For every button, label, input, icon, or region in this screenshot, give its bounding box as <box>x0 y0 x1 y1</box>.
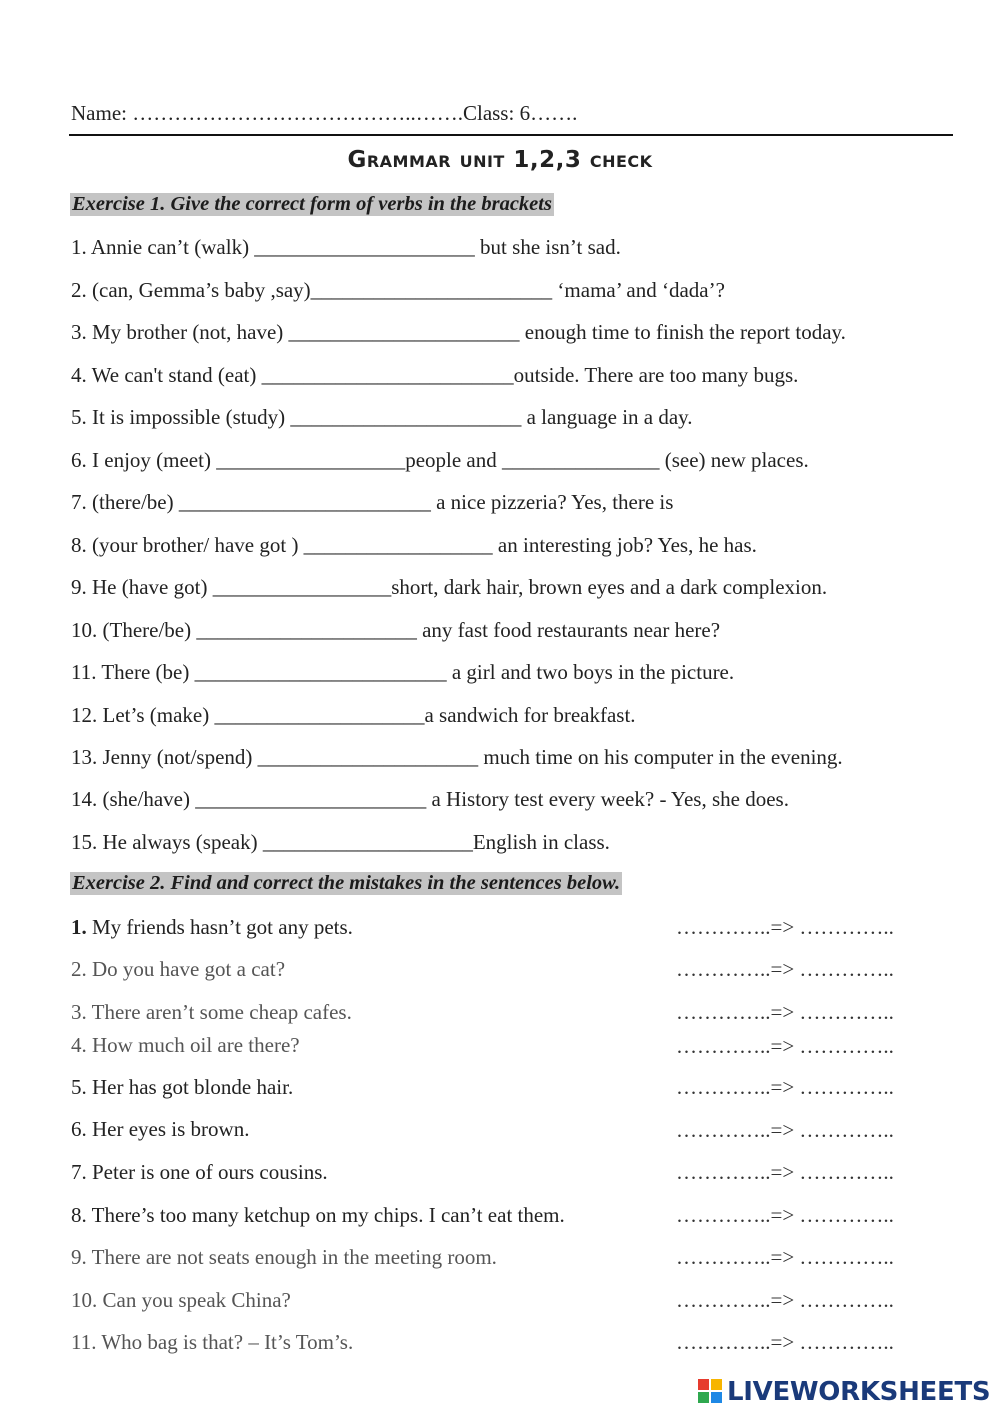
ex2-sentence-5 <box>71 1075 293 1100</box>
ex2-sentence-text: Can you speak China? <box>97 1288 291 1312</box>
ex1-question-5[interactable]: 5. It is impossible (study) ______________________ a language in a day. <box>71 405 693 429</box>
ex2-sentence-text: Who bag is that? – It’s Tom’s. <box>96 1330 354 1354</box>
ex2-sentence-text: There aren’t some cheap cafes. <box>86 1000 352 1024</box>
ex1-question-3[interactable]: 3. My brother (not, have) ______________________ enough time to finish the report today. <box>71 320 846 344</box>
ex2-sentence-number: 2. <box>71 957 87 981</box>
ex2-answer-blank-2[interactable]: …………..=> ………….. <box>676 957 894 981</box>
ex2-sentence-number: 9. <box>71 1245 87 1269</box>
ex2-sentence-number: 7. <box>71 1160 87 1184</box>
ex2-answer-blank-3[interactable]: …………..=> ………….. <box>676 1000 894 1024</box>
logo-square-yellow <box>711 1379 722 1390</box>
ex1-question-1[interactable]: 1. Annie can’t (walk) _____________________ but she isn’t sad. <box>71 235 621 259</box>
ex1-question-15[interactable]: 15. He always (speak) ____________________English in class. <box>71 830 610 854</box>
ex2-sentence-number: 5. <box>71 1075 87 1099</box>
ex2-answer-blank-11[interactable]: …………..=> ………….. <box>676 1330 894 1354</box>
ex2-answer-blank-4[interactable]: …………..=> ………….. <box>676 1034 894 1058</box>
ex2-sentence-number: 8. <box>71 1203 87 1227</box>
ex2-sentence-4 <box>71 1033 300 1058</box>
ex1-question-7[interactable]: 7. (there/be) ________________________ a nice pizzeria? Yes, there is <box>71 490 674 514</box>
ex2-sentence-text: Her eyes is brown. <box>86 1117 250 1141</box>
ex2-sentence-number: 1. <box>71 915 87 939</box>
ex2-sentence-1 <box>71 915 353 940</box>
ex2-answer-blank-1[interactable]: …………..=> ………….. <box>676 915 894 939</box>
ex2-sentence-text: Peter is one of ours cousins. <box>86 1160 328 1184</box>
ex2-answer-blank-5[interactable]: …………..=> ………….. <box>676 1075 894 1099</box>
ex2-sentence-number: 4. <box>71 1033 87 1057</box>
ex1-question-2[interactable]: 2. (can, Gemma’s baby ,say)_______________________ ‘mama’ and ‘dada’? <box>71 278 725 302</box>
ex2-answer-blank-10[interactable]: …………..=> ………….. <box>676 1288 894 1312</box>
exercise-2-heading: Exercise 2. Find and correct the mistakes in the sentences below. <box>72 872 621 894</box>
ex2-sentence-8 <box>71 1203 565 1228</box>
ex2-sentence-text: My friends hasn’t got any pets. <box>86 915 353 939</box>
ex2-sentence-3 <box>71 1000 352 1025</box>
ex1-question-11[interactable]: 11. There (be) ________________________ a girl and two boys in the picture. <box>71 660 735 684</box>
ex2-answer-blank-6[interactable]: …………..=> ………….. <box>676 1118 894 1142</box>
ex2-sentence-text: How much oil are there? <box>86 1033 300 1057</box>
ex2-sentence-text: Do you have got a cat? <box>86 957 286 981</box>
ex2-sentence-text: There are not seats enough in the meeting room. <box>86 1245 497 1269</box>
ex2-answer-blank-8[interactable]: …………..=> ………….. <box>676 1203 894 1227</box>
ex1-question-12[interactable]: 12. Let’s (make) ____________________a sandwich for breakfast. <box>71 703 636 727</box>
ex2-sentence-number: 10. <box>71 1288 98 1312</box>
header-divider <box>69 134 953 136</box>
ex2-sentence-number: 6. <box>71 1117 87 1141</box>
liveworksheets-logo-icon <box>698 1379 724 1405</box>
logo-text: LIVEWORKSHEETS <box>727 1377 991 1407</box>
name-class-line: Name: …………………………………..…….Class: 6……. <box>71 101 578 125</box>
ex1-question-14[interactable]: 14. (she/have) ______________________ a History test every week? - Yes, she does. <box>71 787 789 811</box>
ex1-question-4[interactable]: 4. We can't stand (eat) ________________________outside. There are too many bugs. <box>71 363 799 387</box>
logo-square-blue <box>711 1392 722 1403</box>
ex1-question-8[interactable]: 8. (your brother/ have got ) __________________ an interesting job? Yes, he has. <box>71 533 757 557</box>
ex2-sentence-6 <box>71 1117 249 1142</box>
ex2-sentence-text: Her has got blonde hair. <box>86 1075 294 1099</box>
exercise-1-heading: Exercise 1. Give the correct form of verbs in the brackets <box>72 193 552 215</box>
ex2-sentence-text: There’s too many ketchup on my chips. I can’t eat them. <box>86 1203 565 1227</box>
ex2-sentence-2 <box>71 957 285 982</box>
ex1-question-10[interactable]: 10. (There/be) _____________________ any fast food restaurants near here? <box>71 618 721 642</box>
ex1-question-6[interactable]: 6. I enjoy (meet) __________________people and _______________ (see) new places. <box>71 448 809 472</box>
ex2-sentence-11 <box>71 1330 353 1355</box>
liveworksheets-logo[interactable] <box>698 1376 990 1408</box>
logo-square-green <box>698 1392 709 1403</box>
ex1-question-9[interactable]: 9. He (have got) _________________short, dark hair, brown eyes and a dark complexion. <box>71 575 828 599</box>
page-title: Grammar unit 1,2,3 check <box>347 147 653 173</box>
ex1-question-13[interactable]: 13. Jenny (not/spend) _____________________ much time on his computer in the evening. <box>71 745 843 769</box>
ex2-sentence-10 <box>71 1288 291 1313</box>
ex2-sentence-7 <box>71 1160 328 1185</box>
ex2-sentence-9 <box>71 1245 497 1270</box>
logo-square-red <box>698 1379 709 1390</box>
ex2-sentence-number: 3. <box>71 1000 87 1024</box>
ex2-answer-blank-7[interactable]: …………..=> ………….. <box>676 1160 894 1184</box>
ex2-answer-blank-9[interactable]: …………..=> ………….. <box>676 1245 894 1269</box>
ex2-sentence-number: 11. <box>71 1330 97 1354</box>
